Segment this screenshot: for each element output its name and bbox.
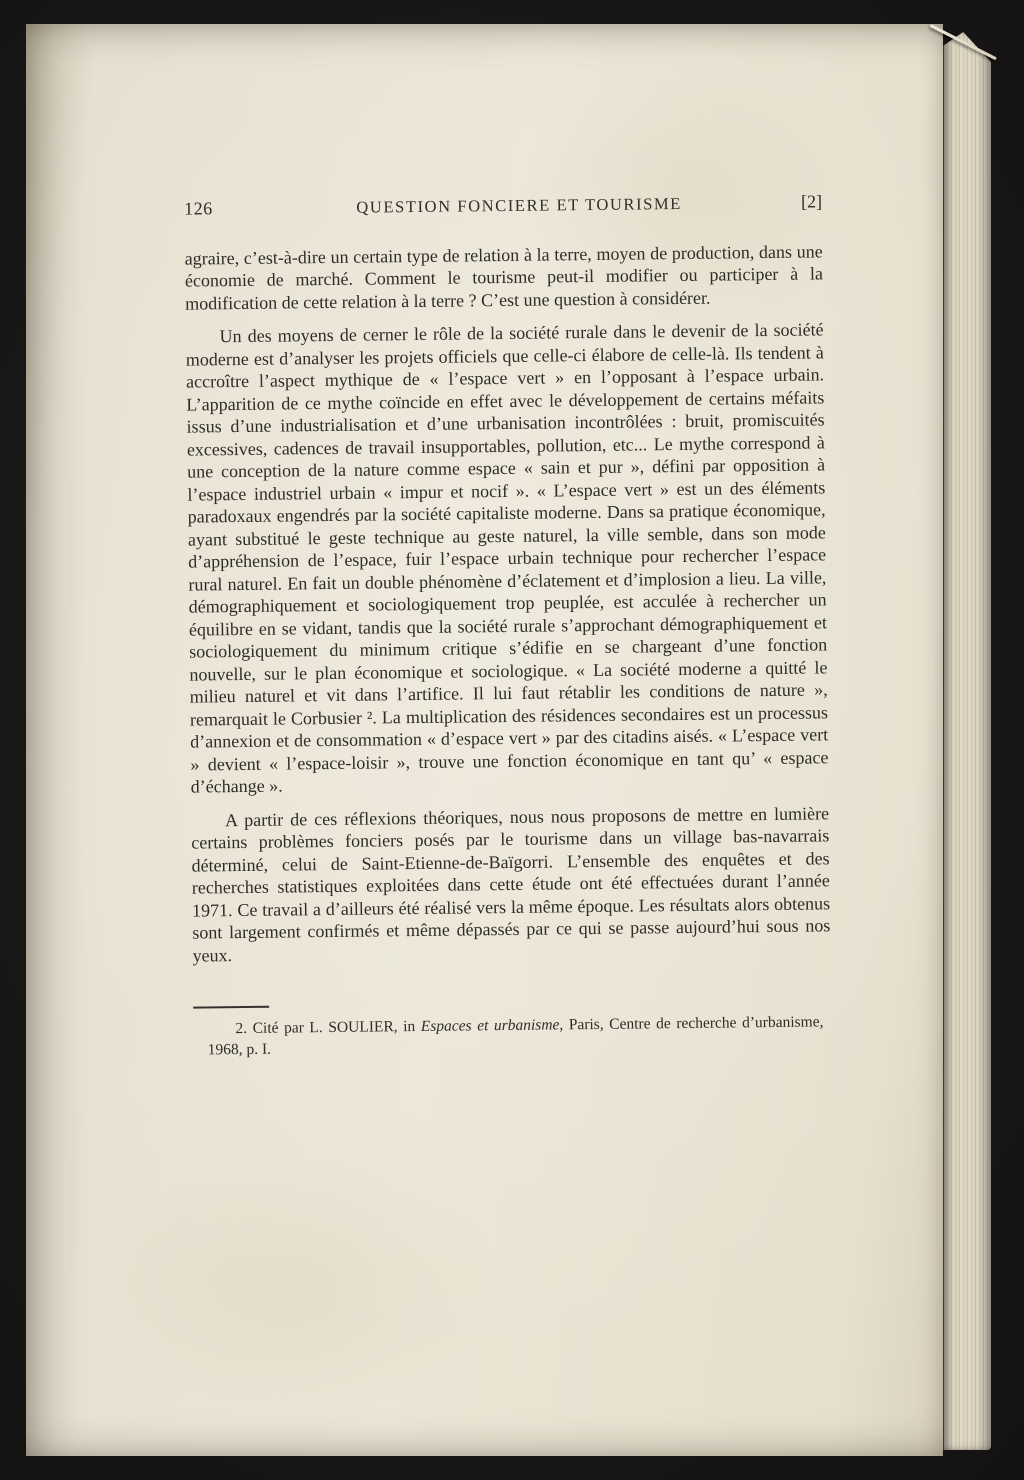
footnote-rule — [193, 1006, 269, 1009]
footnote — [207, 1011, 823, 1060]
footnote-text-suffix: , Paris, Centre de recherche d’urbanisme, 1968, p. I. — [207, 1013, 824, 1059]
page-number: 126 — [184, 198, 213, 219]
paragraph: agraire, c’est-à-dire un certain type de relation à la terre, moyen de production, dans une économie de marché. Comment le tourisme peut-il modifier ou participer à la modification de cette relation à la terre ? C’est une question à considérer. — [184, 240, 824, 314]
running-title: QUESTION FONCIERE ET TOURISME — [356, 193, 682, 217]
paragraph: Un des moyens de cerner le rôle de la société rurale dans le devenir de la société moderne est d’analyser les projets officiels que celle-ci élabore de celle-là. Ils tendent à accroître l’aspect mythique de « l’espace vert » en l’opposant à l’espace urbain. L’apparition de ce mythe coïncide en effet avec le développement de certains méfaits issus d’une industrialisation et d’une urbanisation incontrôlées : bruit, promiscuités excessives, cadences de travail insupportables, pollution, etc... Le mythe correspond à une conception de la nature comme espace « sain et pur », défini par opposition à l’espace industriel urbain « impur et nocif ». « L’espace vert » est un des éléments paradoxaux engendrés par la société capitaliste moderne. Dans sa pratique économique, ayant substitué le geste technique au geste naturel, la ville semble, dans son mode d’appréhension de l’espace, fuir l’espace urbain technique pour rechercher l’espace rural naturel. En fait un double phénomène d’éclatement et d’implosion a lieu. La ville, démographiquement et sociologiquement trop peuplée, est acculée à rechercher un équilibre en se vidant, tandis que la société rurale s’approchant démographiquement et sociologiquement du minimum critique s’édifie en se chargeant d’une fonction nouvelle, sur le plan économique et sociologique. « La société moderne a quitté le milieu naturel et vit dans l’artifice. Il lui faut rétablir les conditions de nature », remarquait le Corbusier ². La multiplication des résidences secondaires est un processus d’annexion et de consommation « d’espace vert » par des citadins aisés. « L’espace vert » devient « l’espace-loisir », trouve une fonction économique en tant qu’ « espace d’échange ». — [185, 319, 829, 797]
section-marker: [2] — [800, 191, 823, 212]
footnote-italic-title: Espaces et urbanisme — [420, 1016, 560, 1035]
page-edge-stack — [943, 32, 991, 1450]
book-page — [26, 24, 943, 1456]
footnote-text-prefix: 2. Cité par L. SOULIER, in — [235, 1017, 421, 1038]
page-header — [184, 190, 822, 221]
page-content — [184, 190, 832, 1060]
paragraph: A partir de ces réflexions théoriques, nous nous proposons de mettre en lumière certains problèmes fonciers posés par le tourisme dans un village bas-navarrais déterminé, celui de Saint-Etienne-de-Baïgorri. L’ensemble des enquêtes et des recherches statistiques exploitées dans cette étude ont été effectuées durant l’année 1971. Ce travail a d’ailleurs été réalisé vers la même époque. Les résultats alors obtenus sont largement confirmés et même dépassés par ce qui se passe aujourd’hui sous nos yeux. — [191, 802, 831, 966]
